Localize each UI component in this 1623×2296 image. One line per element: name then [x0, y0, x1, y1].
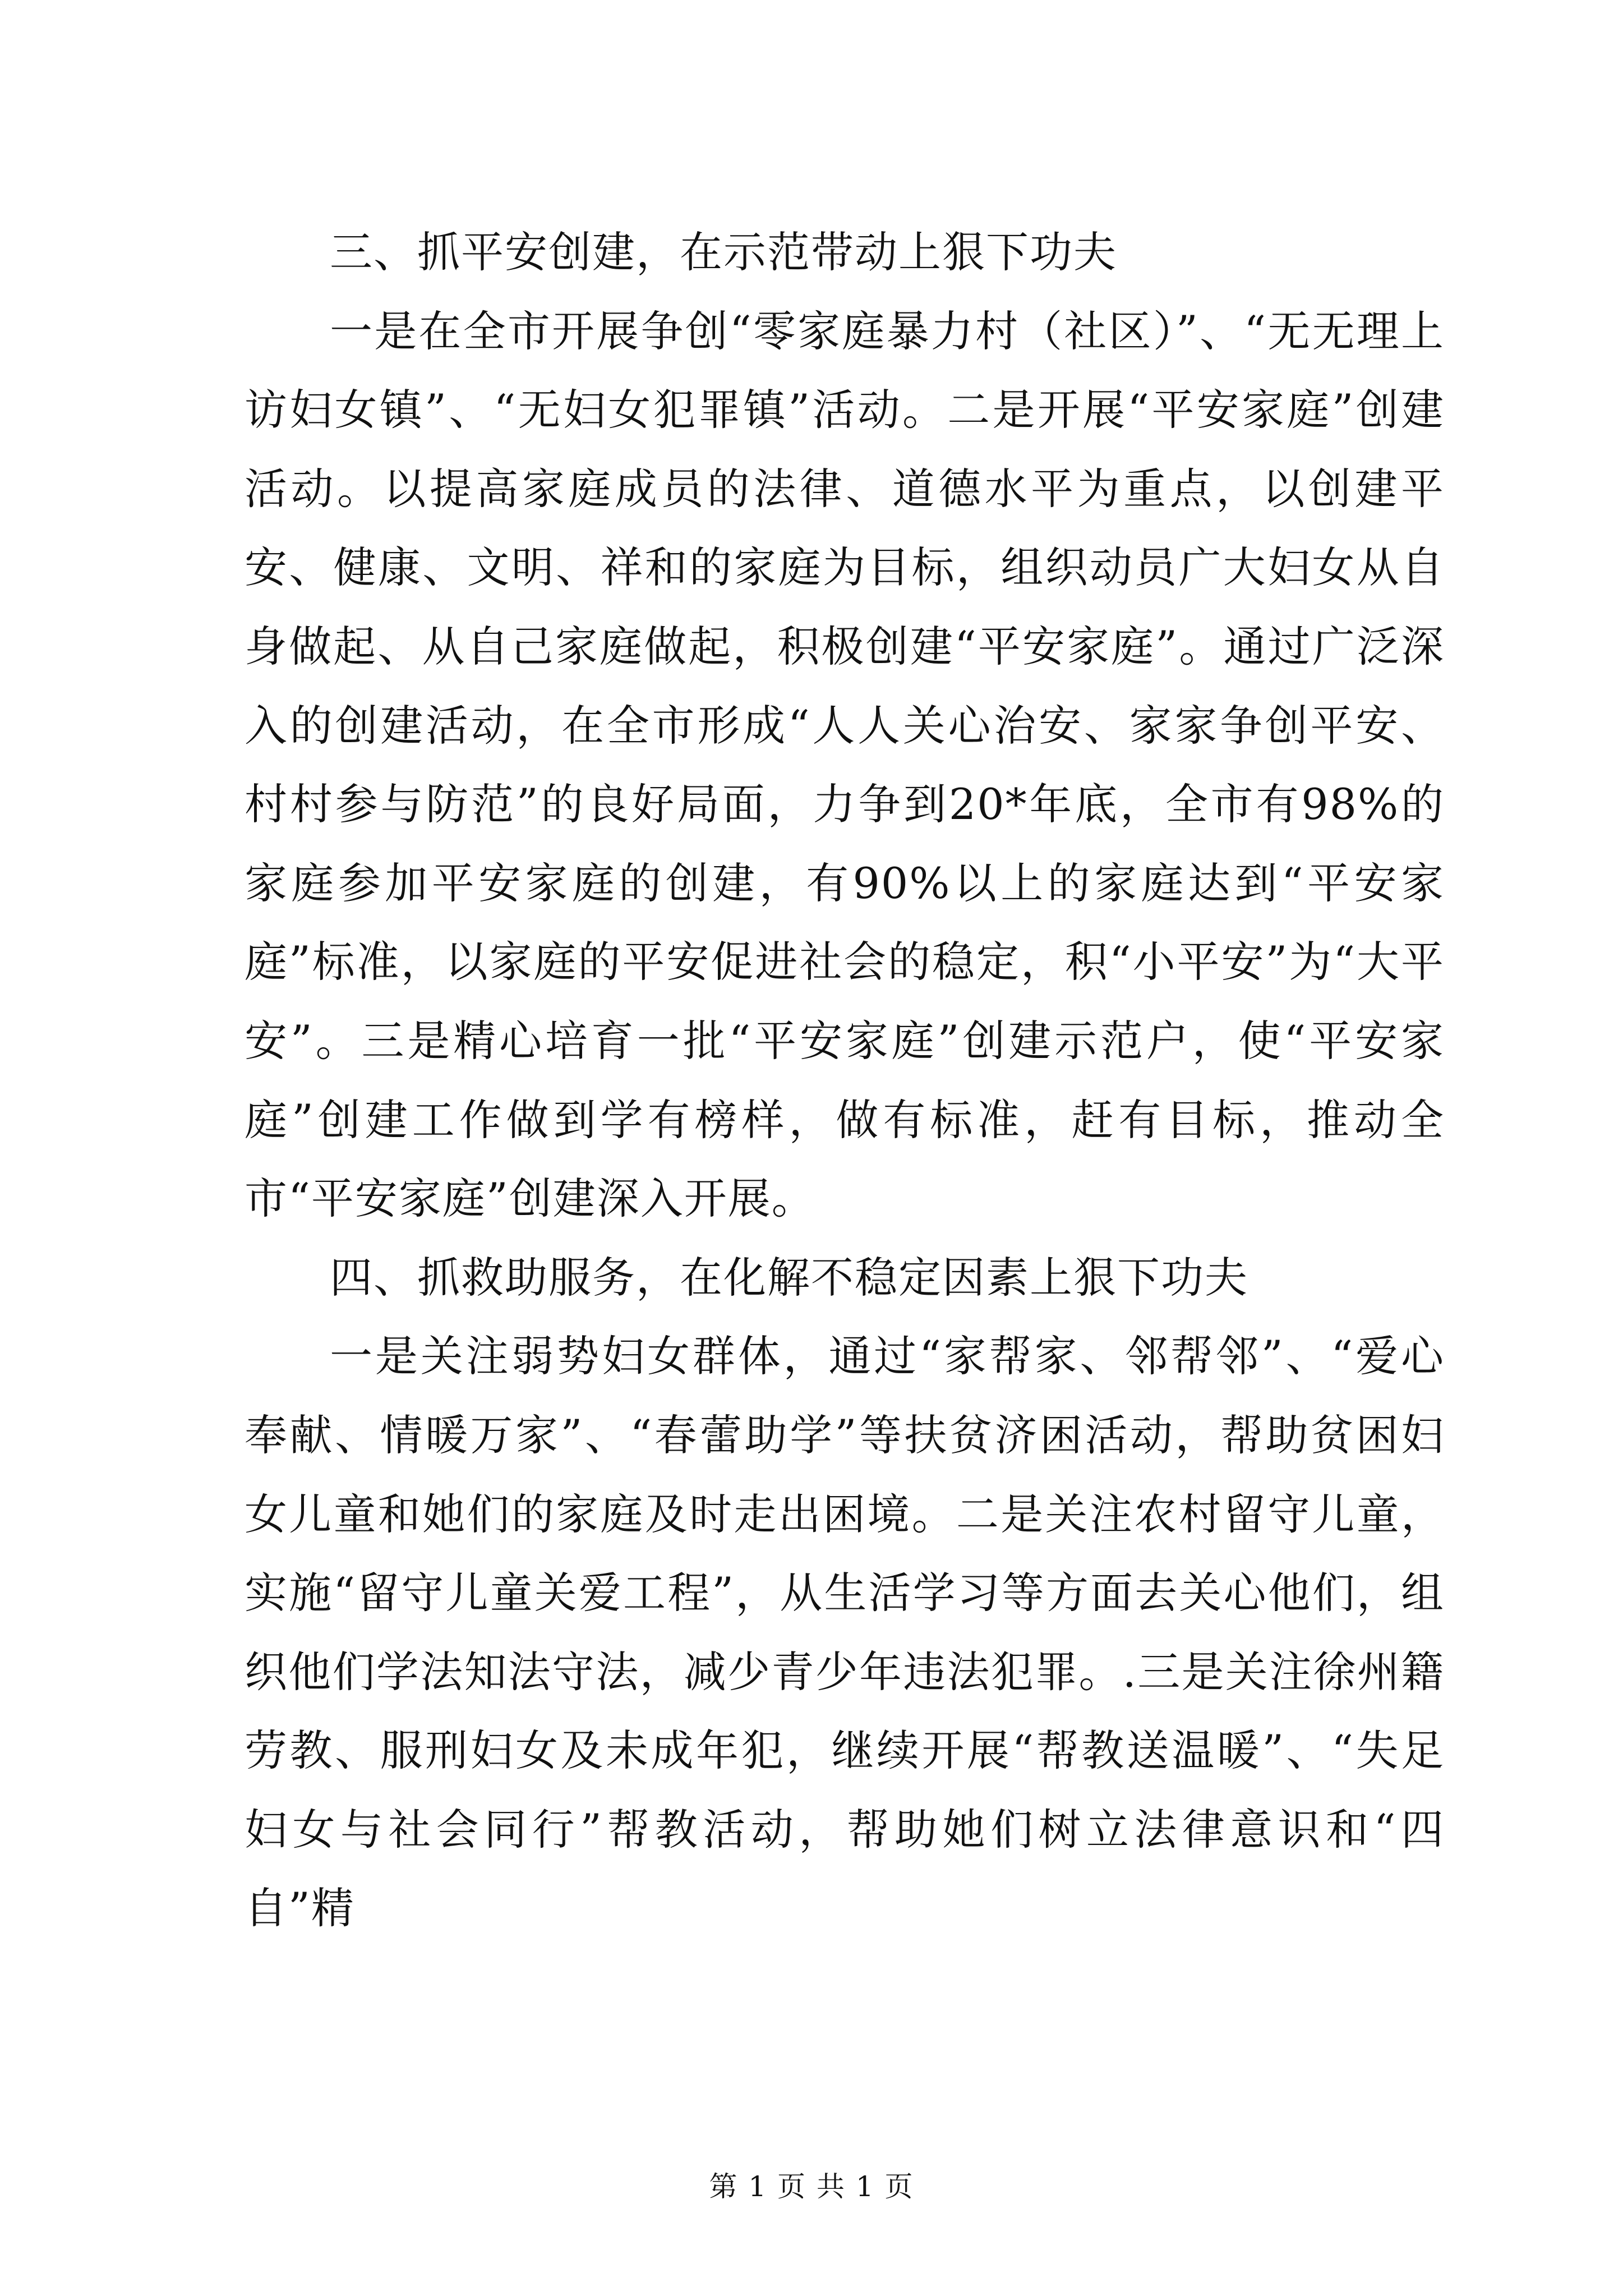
section-heading-3: 三、抓平安创建，在示范带动上狠下功夫 [330, 227, 1117, 277]
document-body [245, 213, 1445, 1948]
section-heading-4: 四、抓救助服务，在化解不稳定因素上狠下功夫 [330, 1252, 1248, 1303]
section-paragraph-3: 一是在全市开展争创“零家庭暴力村（社区）”、“无无理上访妇女镇”、“无妇女犯罪镇”活动。二是开展“平安家庭”创建活动。以提高家庭成员的法律、道德水平为重点，以创建平安、健康、文明、祥和的家庭为目标，组织动员广大妇女从自身做起、从自己家庭做起，积极创建“平安家庭”。通过广泛深入的创建活动，在全市形成“人人关心治安、家家争创平安、村村参与防范”的良好局面，力争到20*年底，全市有98%的家庭参加平安家庭的创建，有90%以上的家庭达到“平安家庭”标准，以家庭的平安促进社会的稳定，积“小平安”为“大平安”。三是精心培育一批“平安家庭”创建示范户，使“平安家庭”创建工作做到学有榜样，做有标准，赶有目标，推动全市“平安家庭”创建深入开展。 [245, 306, 1445, 1224]
page-footer: 第 1 页 共 1 页 [709, 2170, 914, 2203]
section-paragraph-4: 一是关注弱势妇女群体，通过“家帮家、邻帮邻”、“爱心奉献、情暖万家”、“春蕾助学”等扶贫济困活动，帮助贫困妇女儿童和她们的家庭及时走出困境。二是关注农村留守儿童，实施“留守儿童关爱工程”，从生活学习等方面去关心他们，组织他们学法知法守法，减少青少年违法犯罪。.三是关注徐州籍劳教、服刑妇女及未成年犯，继续开展“帮教送温暖”、“失足妇女与社会同行”帮教活动，帮助她们树立法律意识和“四自”精 [245, 1331, 1445, 1934]
